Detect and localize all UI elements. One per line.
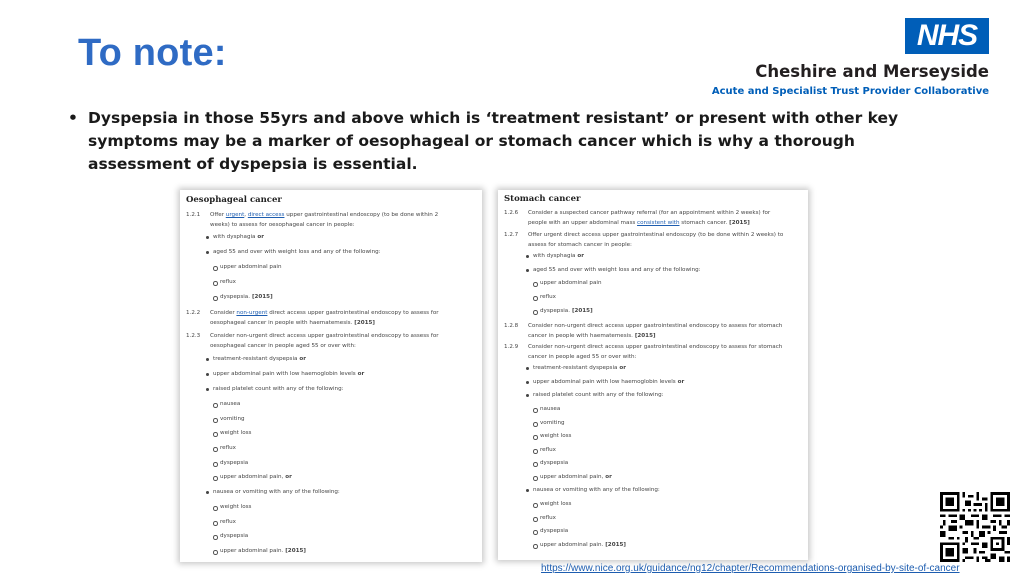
item-text: upper abdominal pain. (540, 542, 604, 548)
sub-list-item (220, 294, 273, 300)
sub-list-item: dyspepsia (540, 460, 569, 466)
list-item: aged 55 and over with weight loss and any of the following: (533, 267, 701, 273)
org-name: Cheshire and Merseyside (755, 62, 989, 81)
nice-guidance-link[interactable]: https://www.nice.org.uk/guidance/ng12/chapter/Recommendations-organised-by-site-of-cancer (541, 563, 960, 574)
or-text: or (575, 253, 585, 259)
rec-text: Offer urgent direct access upper gastrointestinal endoscopy (to be done within 2 weeks) to assess for stomach cancer in people: (528, 232, 784, 248)
stomach-heading: Stomach cancer (504, 194, 581, 204)
rec-text-part: direct access upper gastrointestinal endoscopy to assess for oesophageal cancer in people with haematemesis. (210, 310, 439, 326)
sub-list-item: reflux (220, 445, 236, 451)
or-text: or (355, 371, 365, 377)
oesophageal-heading: Oesophageal cancer (186, 195, 282, 205)
list-item (213, 234, 264, 240)
rec-text (210, 308, 458, 328)
sub-list-item (540, 308, 593, 314)
sub-list-item: upper abdominal pain (540, 280, 602, 286)
sub-list-item: weight loss (540, 501, 572, 507)
rec-text: Consider non-urgent direct access upper gastrointestinal endoscopy to assess for oesophageal cancer in people aged 55 or over with: (210, 333, 439, 349)
year-tag: [2015] (250, 294, 273, 300)
year-tag: [2015] (570, 308, 593, 314)
sub-list-item: reflux (220, 519, 236, 525)
nhs-logo: NHS (905, 18, 989, 54)
rec-text-part: upper gastrointestinal endoscopy (to be done within 2 weeks) to assess for oesophageal cancer in people: (210, 212, 439, 228)
sub-list-item: vomiting (540, 420, 565, 426)
sub-list-item (220, 548, 306, 554)
list-item (213, 356, 306, 362)
rec-text-part: stomach cancer. (679, 220, 728, 226)
sub-list-item: dyspepsia (540, 528, 569, 534)
rec-number: 1.2.9 (504, 344, 519, 350)
bullet-dot: • (68, 109, 78, 127)
rec-text-part: Consider (210, 310, 237, 316)
sub-list-item (220, 474, 292, 480)
list-item: raised platelet count with any of the following: (533, 392, 664, 398)
sub-list-item: dyspepsia (220, 533, 249, 539)
item-text: with dysphagia (213, 234, 256, 240)
sub-list-item: weight loss (540, 433, 572, 439)
sub-list-item: vomiting (220, 416, 245, 422)
sub-list-item (540, 542, 626, 548)
rec-number: 1.2.3 (186, 333, 201, 339)
year-tag: [2015] (603, 542, 626, 548)
list-item: nausea or vomiting with any of the following: (213, 489, 340, 495)
sub-list-item: reflux (540, 294, 556, 300)
rec-number: 1.2.1 (186, 212, 201, 218)
stomach-cancer-panel (498, 190, 808, 560)
or-text: or (617, 365, 626, 371)
sub-list-item: weight loss (220, 430, 252, 436)
rec-number: 1.2.6 (504, 210, 519, 216)
list-item (533, 365, 626, 371)
consistent-with-link[interactable]: consistent with (637, 220, 680, 226)
list-item (213, 371, 364, 377)
or-text: or (255, 234, 265, 240)
rec-number: 1.2.2 (186, 310, 201, 316)
item-text: upper abdominal pain, (220, 474, 284, 480)
item-text: upper abdominal pain with low haemoglobin levels (533, 379, 676, 385)
sub-list-item: reflux (540, 515, 556, 521)
item-text: with dysphagia (533, 253, 576, 259)
item-text: upper abdominal pain, (540, 474, 604, 480)
rec-text-part: , (244, 212, 248, 218)
rec-text-part: Consider non-urgent direct access upper gastrointestinal endoscopy to assess for stomach cancer in people with haematemesis. (528, 323, 783, 339)
non-urgent-link[interactable]: non-urgent (236, 310, 268, 316)
or-text: or (297, 356, 306, 362)
oesophageal-cancer-panel (180, 190, 482, 562)
year-tag: [2015] (632, 333, 656, 339)
item-text: upper abdominal pain. (220, 548, 284, 554)
direct-access-link[interactable]: direct access (247, 212, 285, 218)
rec-text (210, 210, 458, 230)
org-subtitle: Acute and Specialist Trust Provider Collaborative (711, 86, 989, 97)
sub-list-item (540, 474, 612, 480)
urgent-link[interactable]: urgent (225, 212, 245, 218)
sub-list-item: upper abdominal pain (220, 264, 282, 270)
list-item: raised platelet count with any of the following: (213, 386, 344, 392)
sub-list-item: reflux (540, 447, 556, 453)
or-text: or (675, 379, 685, 385)
rec-text-part: Offer (210, 212, 226, 218)
rec-text (528, 208, 788, 228)
rec-number: 1.2.8 (504, 323, 519, 329)
item-text: dyspepsia. (220, 294, 250, 300)
year-tag: [2015] (283, 548, 306, 554)
year-tag: [2015] (727, 220, 750, 226)
rec-text: Consider non-urgent direct access upper gastrointestinal endoscopy to assess for stomach cancer in people aged 55 or over with: (528, 344, 783, 360)
item-text: treatment-resistant dyspepsia (213, 356, 298, 362)
sub-list-item: reflux (220, 279, 236, 285)
item-text: dyspepsia. (540, 308, 570, 314)
rec-number: 1.2.7 (504, 232, 519, 238)
list-item: aged 55 and over with weight loss and any of the following: (213, 249, 381, 255)
key-point-text: Dyspepsia in those 55yrs and above which is ‘treatment resistant’ or present with other key symptoms may be a marker of oesophageal or stomach cancer which is why a thorough assessment of dyspepsia is essential. (88, 109, 899, 173)
list-item: nausea or vomiting with any of the following: (533, 487, 660, 493)
sub-list-item: nausea (540, 406, 561, 412)
sub-list-item: weight loss (220, 504, 252, 510)
rec-text-part: Consider a suspected cancer pathway referral (for an appointment within 2 weeks) for people with an upper abdominal mass (528, 210, 771, 226)
sub-list-item: nausea (220, 401, 241, 407)
year-tag: [2015] (352, 320, 375, 326)
slide-title: To note: (78, 32, 227, 74)
key-point-bullet (68, 107, 918, 176)
or-text: or (283, 474, 292, 480)
qr-code-icon (940, 492, 1010, 562)
list-item (533, 253, 584, 259)
item-text: treatment-resistant dyspepsia (533, 365, 618, 371)
item-text: upper abdominal pain with low haemoglobin levels (213, 371, 356, 377)
rec-text (528, 321, 788, 341)
list-item (533, 379, 684, 385)
or-text: or (603, 474, 612, 480)
sub-list-item: dyspepsia (220, 460, 249, 466)
